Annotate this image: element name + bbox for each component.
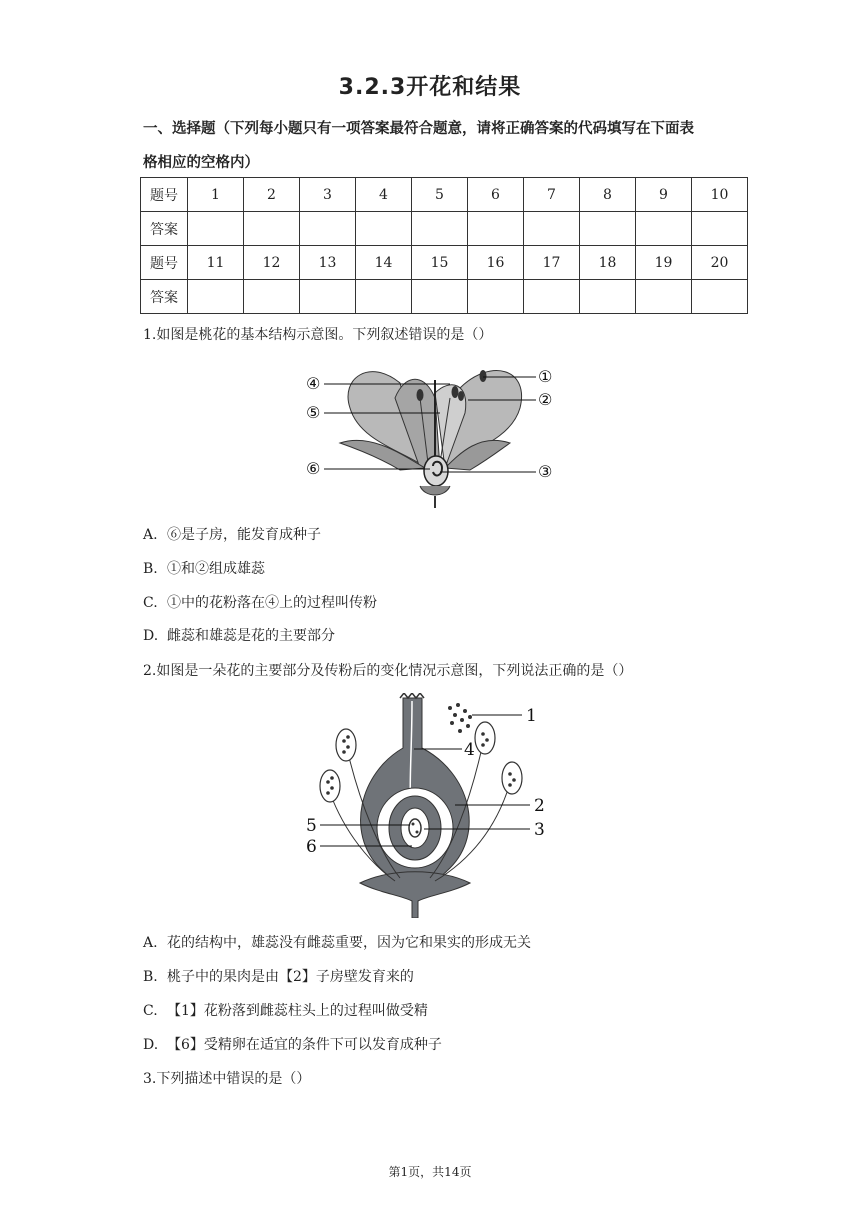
q1-option-c[interactable] (143, 592, 377, 612)
question-number-cell: 17 (524, 246, 580, 280)
question-number-cell: 18 (580, 246, 636, 280)
question-number-cell: 11 (188, 246, 244, 280)
question-number-cell: 1 (188, 178, 244, 212)
answer-cell[interactable] (356, 212, 412, 246)
table-header-cell: 题号 (141, 246, 188, 280)
option-text: ⑥是子房，能发育成种子 (167, 527, 321, 543)
answer-cell[interactable] (524, 212, 580, 246)
question-number-cell: 16 (468, 246, 524, 280)
question-number-cell: 5 (412, 178, 468, 212)
answer-cell[interactable] (188, 212, 244, 246)
answer-cell[interactable] (356, 280, 412, 314)
diagram-label: ⑥ (306, 459, 321, 478)
option-letter: A. (143, 935, 158, 951)
answer-table (140, 177, 748, 314)
q1-option-b[interactable] (143, 558, 265, 578)
table-row (141, 246, 748, 280)
option-letter: D. (143, 628, 159, 644)
diagram-label: 3 (534, 820, 545, 840)
answer-cell[interactable] (524, 280, 580, 314)
question-number-cell: 4 (356, 178, 412, 212)
question-number-cell: 10 (692, 178, 748, 212)
answer-cell[interactable] (412, 280, 468, 314)
question-number-cell: 8 (580, 178, 636, 212)
answer-cell[interactable] (580, 280, 636, 314)
section-heading-line1: 一、选择题（下列每小题只有一项答案最符合题意，请将正确答案的代码填写在下面表 (143, 121, 694, 137)
diagram-label: ④ (306, 374, 321, 393)
option-letter: A. (143, 527, 158, 543)
option-text: 【6】受精卵在适宜的条件下可以发育成种子 (167, 1037, 442, 1053)
option-text: ①中的花粉落在④上的过程叫传粉 (167, 595, 377, 611)
question-1-text: 1.如图是桃花的基本结构示意图。下列叙述错误的是（） (143, 327, 493, 343)
q2-option-b[interactable] (143, 966, 414, 986)
answer-cell[interactable] (636, 280, 692, 314)
option-letter: D. (143, 1037, 159, 1053)
question-3-text: 3.下列描述中错误的是（） (143, 1071, 311, 1087)
question-number-cell: 6 (468, 178, 524, 212)
answer-cell[interactable] (580, 212, 636, 246)
answer-cell[interactable] (636, 212, 692, 246)
option-letter: C. (143, 1003, 158, 1019)
pistil-pollination-diagram (300, 693, 560, 918)
answer-cell[interactable] (468, 212, 524, 246)
option-text: 桃子中的果肉是由【2】子房壁发育来的 (167, 969, 414, 985)
option-letter: B. (143, 561, 158, 577)
answer-cell[interactable] (244, 212, 300, 246)
question-number-cell: 20 (692, 246, 748, 280)
answer-cell[interactable] (188, 280, 244, 314)
question-number-cell: 2 (244, 178, 300, 212)
peach-flower-diagram (300, 358, 570, 508)
q1-option-a[interactable] (143, 524, 321, 544)
question-number-cell: 12 (244, 246, 300, 280)
question-number-cell: 13 (300, 246, 356, 280)
question-number-cell: 19 (636, 246, 692, 280)
diagram-label: ② (538, 390, 553, 409)
question-2-text: 2.如图是一朵花的主要部分及传粉后的变化情况示意图，下列说法正确的是（） (143, 663, 633, 679)
option-text: 【1】花粉落到雌蕊柱头上的过程叫做受精 (167, 1003, 428, 1019)
question-number-cell: 15 (412, 246, 468, 280)
table-row (141, 212, 748, 246)
question-number-cell: 14 (356, 246, 412, 280)
page-title: 3.2.3开花和结果 (338, 75, 522, 100)
table-header-cell: 答案 (141, 280, 188, 314)
question-number-cell: 9 (636, 178, 692, 212)
diagram-label: 1 (526, 706, 537, 726)
answer-cell[interactable] (412, 212, 468, 246)
table-row (141, 178, 748, 212)
answer-cell[interactable] (244, 280, 300, 314)
answer-cell[interactable] (692, 280, 748, 314)
option-text: 花的结构中，雄蕊没有雌蕊重要，因为它和果实的形成无关 (167, 935, 531, 951)
q2-option-d[interactable] (143, 1034, 442, 1054)
diagram-label: ⑤ (306, 403, 321, 422)
question-number-cell: 3 (300, 178, 356, 212)
answer-cell[interactable] (300, 212, 356, 246)
diagram-label: 5 (306, 816, 317, 836)
answer-cell[interactable] (300, 280, 356, 314)
q2-option-c[interactable] (143, 1000, 428, 1020)
diagram-label: 4 (464, 740, 475, 760)
option-text: ①和②组成雄蕊 (167, 561, 265, 577)
diagram-label: 2 (534, 796, 545, 816)
section-heading-line2: 格相应的空格内） (143, 155, 259, 171)
q2-option-a[interactable] (143, 932, 531, 952)
answer-cell[interactable] (468, 280, 524, 314)
option-letter: C. (143, 595, 158, 611)
q1-option-d[interactable] (143, 625, 335, 645)
diagram-label: ③ (538, 462, 553, 481)
diagram-label: ① (538, 367, 553, 386)
table-header-cell: 题号 (141, 178, 188, 212)
question-number-cell: 7 (524, 178, 580, 212)
table-header-cell: 答案 (141, 212, 188, 246)
option-letter: B. (143, 969, 158, 985)
answer-cell[interactable] (692, 212, 748, 246)
table-row (141, 280, 748, 314)
page-footer: 第1页，共14页 (388, 1165, 472, 1179)
option-text: 雌蕊和雄蕊是花的主要部分 (167, 628, 335, 644)
diagram-label: 6 (306, 837, 317, 857)
